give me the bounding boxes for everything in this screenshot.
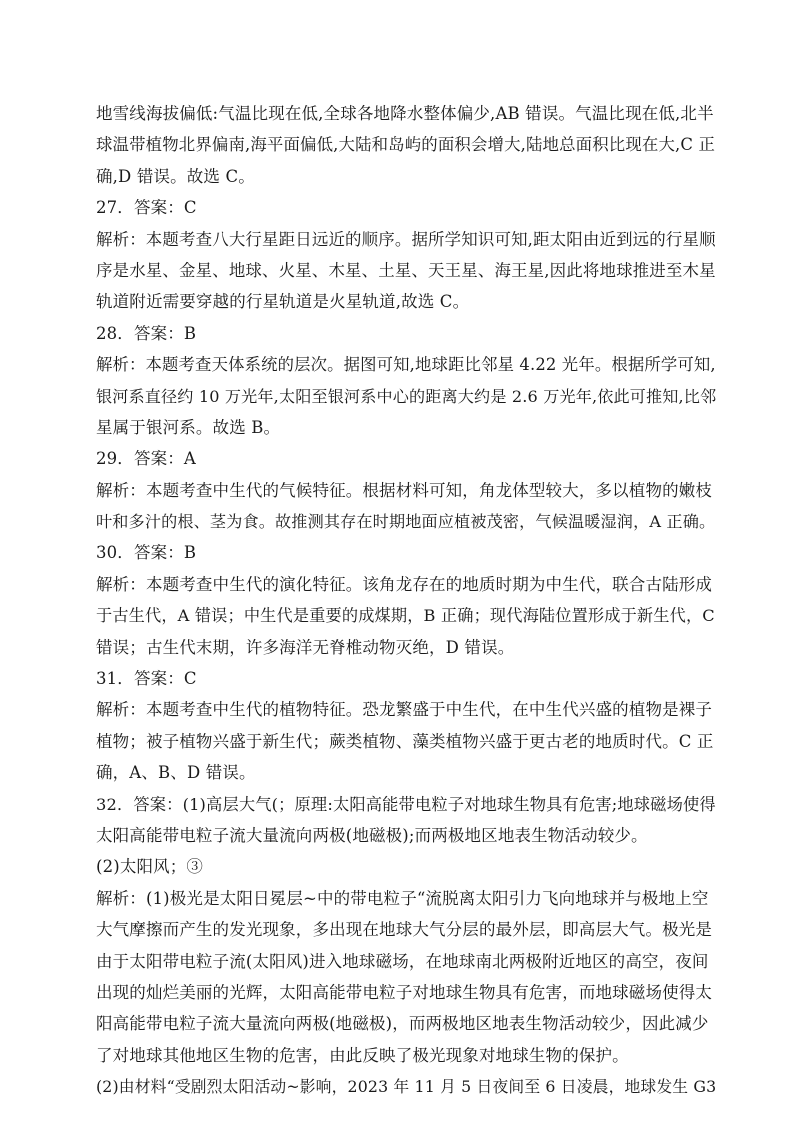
text-line: 球温带植物北界偏南,海平面偏低,大陆和岛屿的面积会增大,陆地总面积比现在大,C 正 bbox=[96, 135, 715, 155]
text-line: (2)太阳风；③ bbox=[96, 857, 204, 877]
text-line: 确，A、B、D 错误。 bbox=[96, 763, 256, 783]
text-line: 了对地球其他地区生物的危害，由此反映了极光现象对地球生物的保护。 bbox=[96, 1045, 629, 1065]
text-line: 解析：本题考查中生代的演化特征。该角龙存在的地质时期为中生代，联合古陆形成 bbox=[96, 574, 713, 594]
answer-29-heading: 29．答案：A bbox=[96, 449, 196, 469]
answer-27-heading: 27．答案：C bbox=[96, 198, 197, 218]
answer-30-heading: 30．答案：B bbox=[96, 543, 197, 563]
answer-31-heading: 31．答案：C bbox=[96, 669, 197, 689]
text-line: 解析：本题考查天体系统的层次。据图可知,地球距比邻星 4.22 光年。根据所学可知, bbox=[96, 355, 716, 375]
text-line: 序是水星、金星、地球、火星、木星、土星、天王星、海王星,因此将地球推进至木星 bbox=[96, 260, 716, 280]
text-line: 银河系直径约 10 万光年,太阳至银河系中心的距离大约是 2.6 万光年,依此可推知,比邻 bbox=[96, 386, 717, 406]
text-line: 地雪线海拔偏低:气温比现在低,全球各地降水整体偏少,AB 错误。气温比现在低,北半 bbox=[96, 104, 714, 123]
text-line: 阳高能带电粒子流大量流向两极(地磁极)，而两极地区地表生物活动较少，因此减少 bbox=[96, 1014, 709, 1034]
text-line: 解析：(1)极光是太阳日冕层~中的带电粒子“流脱离太阳引力飞向地球并与极地上空 bbox=[96, 888, 709, 908]
text-line: 错误；古生代末期，许多海洋无脊椎动物灭绝，D 错误。 bbox=[96, 637, 515, 657]
text-line: 由于太阳带电粒子流(太阳风)进入地球磁场，在地球南北两极附近地区的高空，夜间 bbox=[96, 951, 709, 971]
text-line: 确,D 错误。故选 C。 bbox=[96, 166, 255, 186]
text-line: 太阳高能带电粒子流大量流向两极(地磁极);而两极地区地表生物活动较少。 bbox=[96, 825, 648, 845]
answer-document bbox=[96, 98, 716, 1103]
text-line: 叶和多汁的根、茎为食。故推测其存在时期地面应植被茂密，气候温暖湿润，A 正确。 bbox=[96, 512, 716, 532]
text-line: 星属于银河系。故选 B。 bbox=[96, 417, 281, 437]
text-line: 出现的灿烂美丽的光辉，太阳高能带电粒子对地球生物具有危害，而地球磁场使得太 bbox=[96, 982, 713, 1002]
text-line: 解析：本题考查中生代的植物特征。恐龙繁盛于中生代，在中生代兴盛的植物是裸子 bbox=[96, 700, 713, 720]
text-line: 植物；被子植物兴盛于新生代；蕨类植物、藻类植物兴盛于更古老的地质时代。C 正 bbox=[96, 731, 714, 751]
answer-32-heading: 32．答案：(1)高层大气(；原理:太阳高能带电粒子对地球生物具有危害;地球磁场使得 bbox=[96, 794, 716, 814]
text-line: 轨道附近需要穿越的行星轨道是火星轨道,故选 C。 bbox=[96, 292, 470, 312]
text-line: (2)由材料“受剧烈太阳活动~影响，2023 年 11 月 5 日夜间至 6 日凌晨，地球发生 G3 bbox=[96, 1077, 717, 1097]
text-line: 解析：本题考查中生代的气候特征。根据材料可知，角龙体型较大，多以植物的嫩枝 bbox=[96, 480, 713, 500]
answer-28-heading: 28．答案：B bbox=[96, 323, 197, 343]
text-line: 大气摩擦而产生的发光现象，多出现在地球大气分层的最外层，即高层大气。极光是 bbox=[96, 920, 713, 940]
text-line: 解析：本题考查八大行星距日远近的顺序。据所学知识可知,距太阳由近到远的行星顺 bbox=[96, 229, 716, 249]
text-line: 于古生代，A 错误；中生代是重要的成煤期，B 正确；现代海陆位置形成于新生代，C bbox=[96, 606, 715, 626]
